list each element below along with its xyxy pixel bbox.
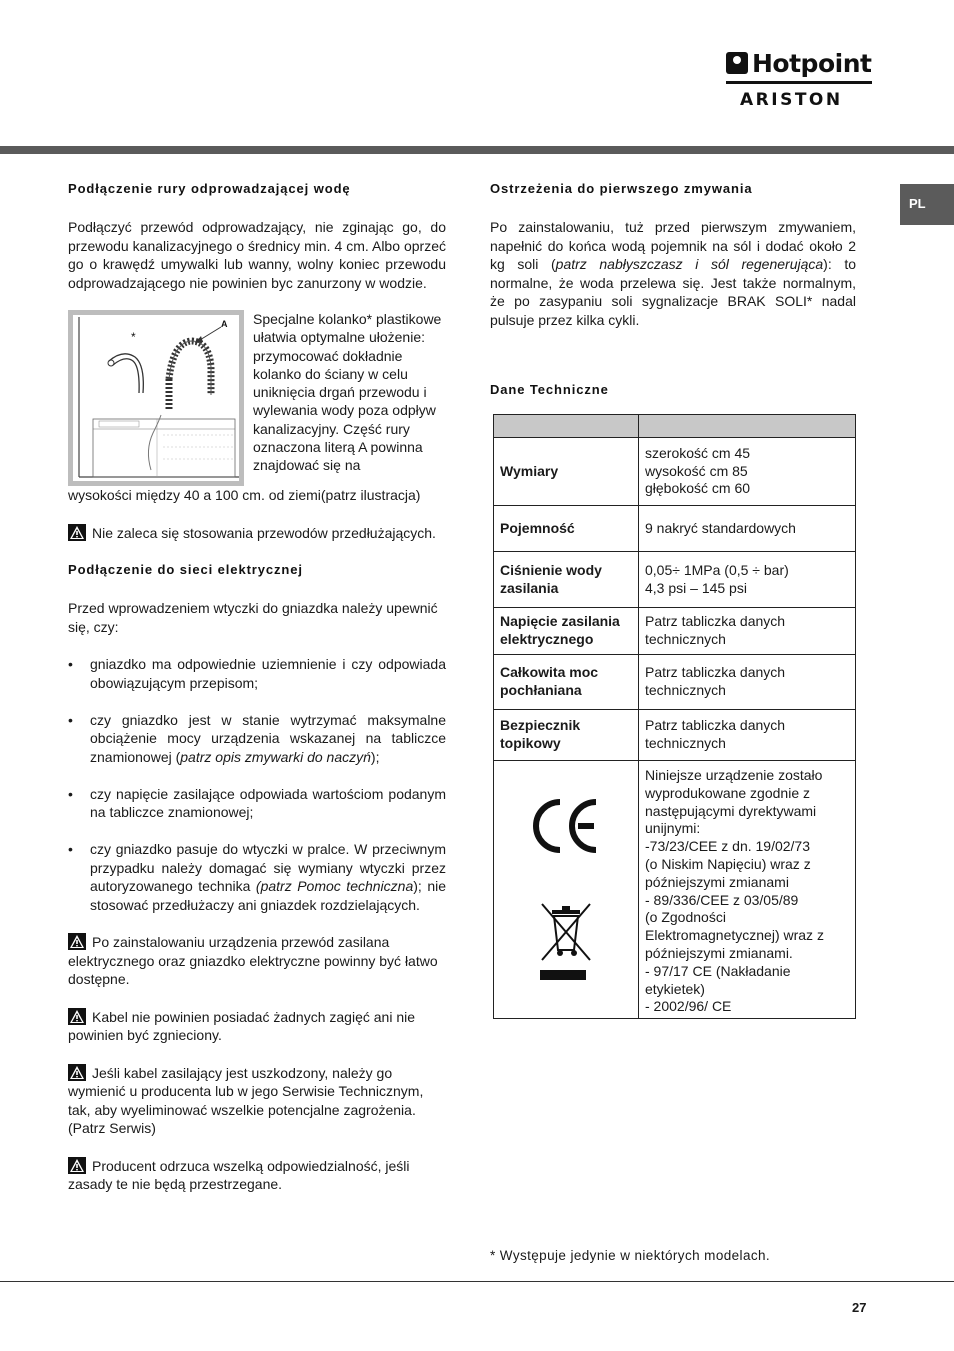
row-label: Ciśnienie wody zasilania bbox=[494, 552, 639, 608]
table-row bbox=[494, 552, 856, 608]
left-column bbox=[68, 180, 446, 1194]
warning-icon bbox=[68, 1008, 86, 1025]
section-title-drain: Podłączenie rury odprowadzającej wodę bbox=[68, 181, 351, 196]
row-label: Napięcie zasilania elektrycznego bbox=[494, 608, 639, 655]
row-value: 9 nakryć standardowych bbox=[639, 506, 856, 552]
page-number: 27 bbox=[852, 1300, 867, 1315]
table-row bbox=[494, 506, 856, 552]
warning-extension bbox=[68, 524, 446, 543]
warning-liability-text: Producent odrzuca wszelką odpowiedzialność, jeśli zasady te nie będą przestrzegane. bbox=[68, 1157, 410, 1192]
drain-illustration-block bbox=[68, 310, 446, 486]
section-title-tech-data: Dane Techniczne bbox=[490, 382, 609, 397]
row-value: Patrz tabliczka danych technicznych bbox=[639, 710, 856, 761]
list-item: • czy gniazdko pasuje do wtyczki w pralce. W przeciwnym przypadku należy domagać się wymiany wtyczki przez autoryzowanego technika (patrz Pomoc techniczna); nie stosować przedłużaczy ani gniazdek rozdzielających. bbox=[68, 840, 446, 914]
row-value: Patrz tabliczka danych technicznych bbox=[639, 655, 856, 710]
drain-hose-illustration bbox=[68, 310, 244, 486]
list-item: • czy gniazdko jest w stanie wytrzymać maksymalne obciążenie mocy urządzenia wskazanej na tabliczce znamionowej (patrz opis zmywarki do naczyń); bbox=[68, 711, 446, 767]
warning-cable-damage bbox=[68, 1064, 446, 1138]
figure-label-star: * bbox=[131, 330, 136, 344]
warning-access bbox=[68, 933, 446, 989]
table-header-row bbox=[494, 415, 856, 438]
warning-cable-bend bbox=[68, 1008, 446, 1045]
footnote: * Występuje jedynie w niektórych modelach. bbox=[490, 1248, 771, 1263]
row-label: Całkowita moc pochłaniana bbox=[494, 655, 639, 710]
row-label: Wymiary bbox=[494, 438, 639, 506]
electric-checklist bbox=[68, 655, 446, 914]
first-wash-paragraph: Po zainstalowaniu, tuż przed pierwszym zmywaniem, napełnić do końca wodą pojemnik na sól i dodać około 2 kg soli (patrz nabłyszczasz i sól regenerująca): to normalne, że woda przelewa się. Jest także normalnym, że po zasypaniu soli sygnalizacje BRAK SOLI* nadal pulsuje przez kilka cykli. bbox=[490, 219, 856, 328]
warning-extension-text: Nie zaleca się stosowania przewodów przedłużających. bbox=[92, 524, 436, 541]
brand-sub: ARISTON bbox=[740, 90, 843, 110]
elbow-description-continued: wysokości między 40 a 100 cm. od ziemi(patrz ilustracja) bbox=[68, 487, 421, 503]
ce-mark-icon bbox=[526, 796, 606, 856]
list-item: • gniazdko ma odpowiednie uziemnienie i czy odpowiada obowiązującym przepisom; bbox=[68, 655, 446, 692]
warning-icon bbox=[68, 524, 86, 541]
brand-logo bbox=[726, 48, 872, 110]
directives-text: Niniejsze urządzenie zostało wyprodukowane zgodnie z następującymi dyrektywami unijnymi: -73/23/CEE z dn. 19/02/73 (o Niskim Napięciu) wraz z późniejszymi zmianami - 89/336/CEE z 03/05/89 (o Zgodności Elektromagnetycznej) wraz z późniejszymi zmianami. - 97/17 CE (Nakładanie etykietek) - 2002/96/ CE bbox=[639, 761, 856, 1019]
language-tab: PL bbox=[900, 184, 954, 225]
right-column bbox=[490, 180, 856, 1019]
table-row bbox=[494, 608, 856, 655]
technical-data-table bbox=[493, 414, 856, 1019]
section-title-electric: Podłączenie do sieci elektrycznej bbox=[68, 562, 303, 577]
table-row bbox=[494, 655, 856, 710]
warning-icon bbox=[68, 933, 86, 950]
figure-label-a: A bbox=[221, 319, 228, 329]
warning-cable-damage-text: Jeśli kabel zasilający jest uszkodzony, należy go wymienić u producenta lub w jego Serwisie Technicznym, tak, aby wyeliminować wszelkie potencjalne zagrożenia. (Patrz Serwis) bbox=[68, 1064, 424, 1136]
section-title-first-wash: Ostrzeżenia do pierwszego zmywania bbox=[490, 181, 753, 196]
elbow-description: Specjalne kolanko* plastikowe ułatwia optymalne ułożenie: przymocować dokładnie kolanko do ściany w celu uniknięcia drgań przewodu i wylewania wody poza odpływ kanalizacyjny. Część rury oznaczona literą A powinna znajdować się na bbox=[253, 311, 442, 474]
weee-bin-icon bbox=[536, 900, 596, 984]
row-label: Pojemność bbox=[494, 506, 639, 552]
table-row bbox=[494, 710, 856, 761]
table-row bbox=[494, 438, 856, 506]
logo-mark-icon bbox=[726, 52, 748, 74]
electric-intro: Przed wprowadzeniem wtyczki do gniazdka należy upewnić się, czy: bbox=[68, 600, 438, 635]
warning-icon bbox=[68, 1064, 86, 1081]
compliance-marks bbox=[494, 761, 639, 1019]
row-label: Bezpiecznik topikowy bbox=[494, 710, 639, 761]
warning-liability bbox=[68, 1157, 446, 1194]
header-bar bbox=[0, 146, 954, 154]
warning-icon bbox=[68, 1157, 86, 1174]
row-value: 0,05÷ 1MPa (0,5 ÷ bar) 4,3 psi – 145 psi bbox=[639, 552, 856, 608]
drain-paragraph: Podłączyć przewód odprowadzający, nie zginając go, do przewodu kanalizacyjnego o średnicy min. 4 cm. Albo oprzeć go o krawędź umywalki lub wanny, wolny koniec przewodu odprowadzającego nie powinien byc zanurzony w wodzie. bbox=[68, 219, 446, 291]
row-value: szerokość cm 45 wysokość cm 85 głębokość cm 60 bbox=[639, 438, 856, 506]
warning-access-text: Po zainstalowaniu urządzenia przewód zasilana elektrycznego oraz gniazdko elektryczne powinny być łatwo dostępne. bbox=[68, 934, 438, 987]
row-value: Patrz tabliczka danych technicznych bbox=[639, 608, 856, 655]
warning-cable-bend-text: Kabel nie powinien posiadać żadnych zagięć ani nie powinien być zgnieciony. bbox=[68, 1008, 415, 1043]
brand-name: Hotpoint bbox=[752, 48, 872, 78]
footer-rule bbox=[0, 1281, 954, 1282]
list-item: • czy napięcie zasilające odpowiada wartościom podanym na tabliczce znamionowej; bbox=[68, 785, 446, 822]
table-row-directives bbox=[494, 761, 856, 1019]
